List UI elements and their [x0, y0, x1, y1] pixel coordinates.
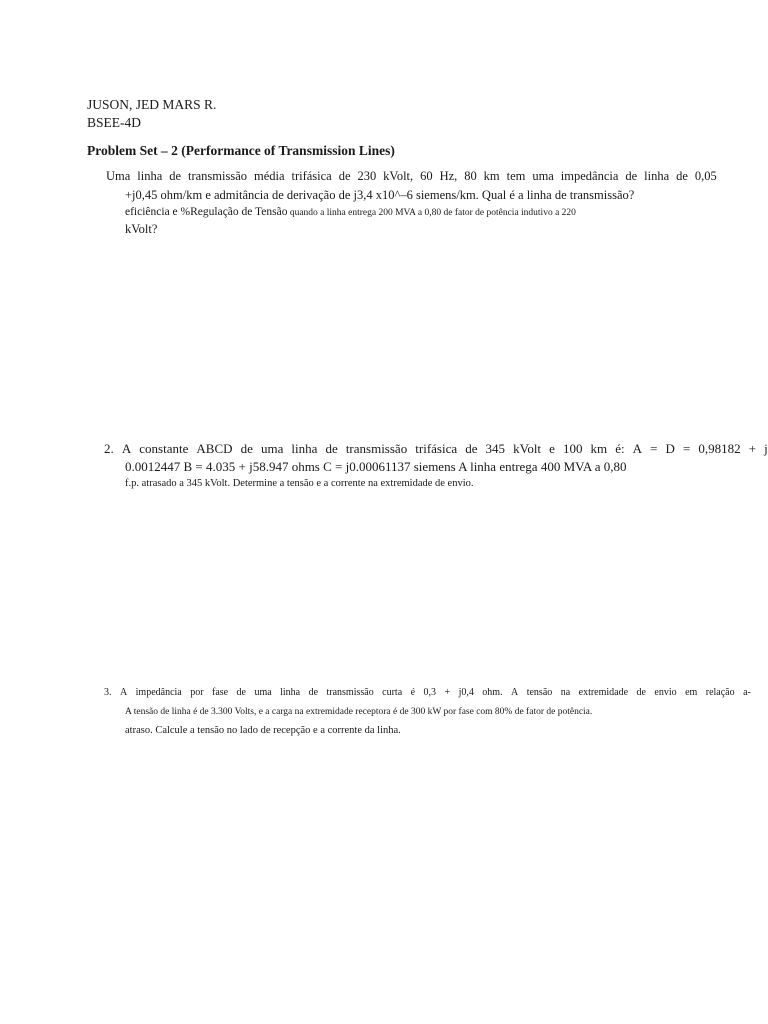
word: Hz,: [439, 169, 458, 183]
problem-3-line-3: atraso. Calcule a tensão no lado de recepção e a corrente da linha.: [125, 725, 401, 736]
word: uma: [254, 687, 272, 698]
word: 345: [485, 441, 506, 456]
problem-1-line-1: [106, 170, 717, 183]
word: de: [465, 441, 478, 456]
word: 0,98182: [698, 441, 741, 456]
word: impedância: [135, 687, 182, 698]
word: extremidade: [578, 687, 629, 698]
word: +: [748, 441, 757, 456]
word: A: [632, 441, 643, 456]
word: curta: [382, 687, 403, 698]
word: ohm.: [482, 687, 503, 698]
word: de: [169, 169, 182, 183]
word: ABCD: [196, 441, 233, 456]
problem-1-line-2: +j0,45 ohm/km e admitância de derivação de j3,4 x10^–6 siemens/km. Qual é a linha de transmissão?: [125, 188, 635, 202]
problem-1-line-4: kVolt?: [125, 222, 158, 236]
word: kVolt,: [383, 169, 414, 183]
word: trifásica: [415, 441, 458, 456]
word: de: [625, 169, 638, 183]
word: Uma: [106, 169, 131, 183]
word: de: [338, 169, 351, 183]
word: é: [410, 687, 416, 698]
word: A: [119, 687, 128, 698]
problem-1-line-3-small: quando a linha entrega 200 MVA a 0,80 de fator de potência indutivo a 220: [287, 208, 576, 218]
problem-2-line-3: f.p. atrasado a 345 kVolt. Determine a tensão e a corrente na extremidade de envio.: [125, 478, 474, 489]
word: 80: [464, 169, 477, 183]
problem-2-line-1: [104, 442, 768, 455]
word: de: [325, 441, 338, 456]
word: linha: [644, 169, 670, 183]
word: transmissão: [326, 687, 374, 698]
word: tensão: [526, 687, 553, 698]
word: transmissão: [345, 441, 408, 456]
word: =: [650, 441, 658, 456]
word: 2.: [104, 441, 114, 456]
word: A: [121, 441, 132, 456]
word: 0,05: [694, 169, 717, 183]
word: j: [764, 441, 768, 456]
word: de: [636, 687, 646, 698]
problem-2-line-2: 0.0012447 B = 4.035 + j58.947 ohms C = j0.00061137 siemens A linha entrega 400 MVA a 0,80: [125, 459, 627, 474]
word: j0,4: [458, 687, 474, 698]
word: por: [190, 687, 204, 698]
author-name: JUSON, JED MARS R.: [87, 97, 217, 112]
course-section: BSEE-4D: [87, 115, 141, 130]
problem-3-line-2: A tensão de linha é de 3.300 Volts, e a carga na extremidade receptora é de 300 kW por fase com 80% de fator de potência.: [125, 707, 593, 717]
problem-3-line-1: [104, 688, 751, 698]
problem-1-line-3: [125, 207, 576, 219]
word: em: [685, 687, 698, 698]
word: uma: [532, 169, 554, 183]
word: +: [444, 687, 451, 698]
word: relação: [705, 687, 735, 698]
word: 0,3: [423, 687, 437, 698]
word: =: [682, 441, 691, 456]
word: tem: [506, 169, 526, 183]
word: 3.: [104, 687, 112, 698]
word: km: [590, 441, 608, 456]
word: de: [308, 687, 319, 698]
word: fase: [211, 687, 229, 698]
word: 230: [357, 169, 377, 183]
word: uma: [260, 441, 284, 456]
word: e: [549, 441, 555, 456]
word: de: [240, 441, 253, 456]
word: kVolt: [513, 441, 542, 456]
word: de: [676, 169, 688, 183]
word: 100: [562, 441, 583, 456]
word: de: [236, 687, 246, 698]
word: A: [511, 687, 519, 698]
word: 60: [420, 169, 433, 183]
word: km: [483, 169, 500, 183]
word: transmissão: [187, 169, 248, 183]
word: envio: [654, 687, 677, 698]
word: a-: [743, 687, 751, 698]
word: é:: [615, 441, 625, 456]
word: linha: [280, 687, 301, 698]
problem-set-title: Problem Set – 2 (Performance of Transmission Lines): [87, 143, 395, 158]
problem-1-line-3-main: eficiência e %Regulação de Tensão: [125, 206, 288, 218]
word: média: [253, 169, 285, 183]
word: constante: [139, 441, 189, 456]
word: D: [665, 441, 675, 456]
word: linha: [291, 441, 318, 456]
word: linha: [137, 169, 163, 183]
word: na: [560, 687, 571, 698]
word: trifásica: [291, 169, 332, 183]
word: impedância: [560, 169, 619, 183]
